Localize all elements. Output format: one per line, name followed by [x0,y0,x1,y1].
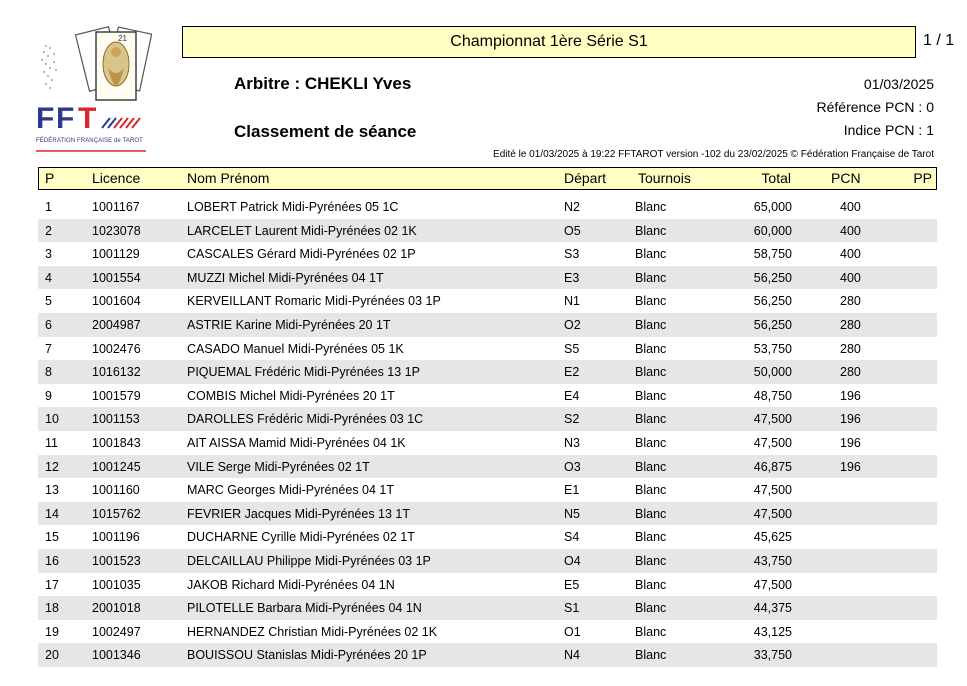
cell-depart: O4 [564,553,581,568]
cell-licence: 1001523 [92,553,141,568]
cell-licence: 2001018 [92,601,141,616]
cell-nom: LOBERT Patrick Midi-Pyrénées 05 1C [187,200,399,214]
col-header-licence: Licence [92,170,141,186]
page-title: Championnat 1ère Série S1 [182,26,916,58]
cell-licence: 1001579 [92,388,141,403]
cell-pcn: 400 [840,223,861,238]
cell-place: 13 [45,483,59,498]
cell-nom: AIT AISSA Mamid Midi-Pyrénées 04 1K [187,435,406,450]
cell-total: 43,125 [753,624,792,639]
cell-tournois: Blanc [635,388,667,403]
cell-tournois: Blanc [635,223,667,238]
cell-tournois: Blanc [635,601,667,616]
cell-depart: N5 [564,506,580,521]
cell-place: 1 [45,200,52,214]
cell-place: 4 [45,270,52,285]
cell-depart: E2 [564,365,580,380]
cell-total: 33,750 [753,648,792,663]
cell-tournois: Blanc [635,483,667,498]
cell-nom: DUCHARNE Cyrille Midi-Pyrénées 02 1T [187,530,415,545]
cell-nom: PIQUEMAL Frédéric Midi-Pyrénées 13 1P [187,365,420,380]
table-header [38,167,937,190]
svg-text:F: F [36,102,55,135]
logo-subtitle: FÉDÉRATION FRANÇAISE de TAROT [36,138,143,144]
cell-licence: 1001167 [92,200,140,214]
cell-place: 10 [45,412,59,427]
cell-pcn: 280 [840,365,861,380]
cell-place: 14 [45,506,59,521]
cell-tournois: Blanc [635,648,667,663]
cell-depart: S5 [564,341,580,356]
cell-licence: 1001035 [92,577,141,592]
cell-total: 65,000 [753,200,792,214]
cell-tournois: Blanc [635,317,667,332]
cell-total: 47,500 [753,483,792,498]
cell-nom: CASADO Manuel Midi-Pyrénées 05 1K [187,341,404,356]
cell-tournois: Blanc [635,624,667,639]
table-row [38,643,937,667]
cell-licence: 1001129 [92,247,140,262]
col-header-tournois: Tournois [638,170,691,186]
cell-depart: E3 [564,270,580,285]
table-row [38,549,937,573]
cell-depart: N4 [564,648,580,663]
cell-nom: VILE Serge Midi-Pyrénées 02 1T [187,459,370,474]
table-row [38,360,937,384]
cell-place: 3 [45,247,52,262]
cell-pcn: 196 [840,435,861,450]
col-header-depart: Départ [564,170,607,186]
cell-place: 7 [45,341,52,356]
cell-licence: 1002497 [92,624,141,639]
cell-total: 43,750 [753,553,792,568]
col-header-p: P [45,170,55,186]
cell-total: 48,750 [753,388,792,403]
table-row [38,573,937,597]
cell-total: 56,250 [753,270,792,285]
table-row [38,313,937,337]
cell-nom: ASTRIE Karine Midi-Pyrénées 20 1T [187,317,391,332]
cell-licence: 1016132 [92,365,141,380]
cell-tournois: Blanc [635,577,667,592]
cell-total: 45,625 [753,530,792,545]
table-row [38,525,937,549]
fft-logo [36,24,152,156]
reference-pcn: Référence PCN : 0 [816,99,934,115]
col-header-total: Total [761,170,791,186]
table-row [38,502,937,526]
cell-depart: E4 [564,388,580,403]
cell-place: 2 [45,223,52,238]
cell-tournois: Blanc [635,247,667,262]
cell-depart: O5 [564,223,581,238]
table-row [38,596,937,620]
cell-pcn: 280 [840,294,861,309]
cell-place: 8 [45,365,52,380]
cell-licence: 1001153 [92,412,140,427]
svg-text:T: T [78,102,97,135]
cell-total: 58,750 [753,247,792,262]
table-row [38,384,937,408]
cell-place: 19 [45,624,59,639]
cell-licence: 1001196 [92,530,140,545]
cell-tournois: Blanc [635,294,667,309]
cell-licence: 1001554 [92,270,141,285]
cell-tournois: Blanc [635,200,667,214]
cell-licence: 1001843 [92,435,141,450]
cell-licence: 1015762 [92,506,141,521]
svg-text:21: 21 [118,34,127,43]
cell-depart: S1 [564,601,580,616]
cell-place: 15 [45,530,59,545]
cell-depart: O2 [564,317,581,332]
cell-tournois: Blanc [635,270,667,285]
cell-total: 46,875 [753,459,792,474]
arbitre-label: Arbitre : CHEKLI Yves [234,74,412,93]
cell-nom: COMBIS Michel Midi-Pyrénées 20 1T [187,388,395,403]
cell-total: 60,000 [753,223,792,238]
table-row [38,407,937,431]
cell-pcn: 196 [840,388,861,403]
cell-licence: 1001245 [92,459,141,474]
cell-pcn: 400 [840,247,861,262]
cell-total: 47,500 [753,435,792,450]
cell-tournois: Blanc [635,365,667,380]
cell-total: 53,750 [753,341,792,356]
tarot-cards-icon [36,24,152,156]
cell-nom: DELCAILLAU Philippe Midi-Pyrénées 03 1P [187,553,431,568]
cell-place: 6 [45,317,52,332]
table-row [38,478,937,502]
cell-total: 56,250 [753,317,792,332]
cell-total: 50,000 [753,365,792,380]
edition-note: Edité le 01/03/2025 à 19:22 FFTAROT version -102 du 23/02/2025 © Fédération Française de Tarot [493,149,934,160]
cell-place: 12 [45,459,59,474]
table-row [38,219,937,243]
cell-place: 16 [45,553,59,568]
table-row [38,431,937,455]
cell-licence: 1001160 [92,483,140,498]
cell-total: 44,375 [753,601,792,616]
cell-nom: BOUISSOU Stanislas Midi-Pyrénées 20 1P [187,648,427,663]
cell-tournois: Blanc [635,341,667,356]
cell-place: 20 [45,648,59,663]
col-header-nom: Nom Prénom [187,170,270,186]
cell-total: 56,250 [753,294,792,309]
cell-licence: 1001604 [92,294,141,309]
cell-place: 9 [45,388,52,403]
col-header-pcn: PCN [831,170,861,186]
cell-nom: KERVEILLANT Romaric Midi-Pyrénées 03 1P [187,294,441,309]
table-row [38,455,937,479]
cell-total: 47,500 [753,506,792,521]
cell-pcn: 280 [840,317,861,332]
cell-tournois: Blanc [635,459,667,474]
cell-licence: 1002476 [92,341,141,356]
cell-nom: MUZZI Michel Midi-Pyrénées 04 1T [187,270,384,285]
cell-tournois: Blanc [635,506,667,521]
cell-depart: O3 [564,459,581,474]
cell-pcn: 400 [840,200,861,214]
cell-licence: 2004987 [92,317,141,332]
cell-nom: DAROLLES Frédéric Midi-Pyrénées 03 1C [187,412,424,427]
cell-nom: JAKOB Richard Midi-Pyrénées 04 1N [187,577,395,592]
session-date: 01/03/2025 [863,76,934,92]
cell-tournois: Blanc [635,553,667,568]
cell-depart: E5 [564,577,580,592]
col-header-pp: PP [913,170,932,186]
table-row [38,242,937,266]
cell-nom: HERNANDEZ Christian Midi-Pyrénées 02 1K [187,624,438,639]
cell-pcn: 196 [840,412,861,427]
cell-depart: O1 [564,624,581,639]
table-row [38,620,937,644]
cell-nom: MARC Georges Midi-Pyrénées 04 1T [187,483,395,498]
cell-total: 47,500 [753,577,792,592]
cell-tournois: Blanc [635,530,667,545]
cell-nom: FEVRIER Jacques Midi-Pyrénées 13 1T [187,506,411,521]
results-table [38,195,937,667]
cell-place: 5 [45,294,52,309]
cell-depart: N2 [564,200,580,214]
table-row [38,337,937,361]
table-row [38,195,937,219]
table-row [38,266,937,290]
cell-place: 17 [45,577,59,592]
cell-depart: E1 [564,483,580,498]
cell-nom: CASCALES Gérard Midi-Pyrénées 02 1P [187,247,416,262]
cell-total: 47,500 [753,412,792,427]
cell-pcn: 400 [840,270,861,285]
cell-pcn: 196 [840,459,861,474]
cell-tournois: Blanc [635,412,667,427]
cell-depart: S4 [564,530,580,545]
cell-nom: LARCELET Laurent Midi-Pyrénées 02 1K [187,223,417,238]
cell-pcn: 280 [840,341,861,356]
indice-pcn: Indice PCN : 1 [843,122,934,138]
cell-depart: S2 [564,412,580,427]
cell-place: 11 [45,435,58,450]
cell-depart: N1 [564,294,580,309]
cell-licence: 1001346 [92,648,141,663]
page-number: 1 / 1 [923,32,955,49]
classement-heading: Classement de séance [234,122,417,141]
cell-nom: PILOTELLE Barbara Midi-Pyrénées 04 1N [187,601,422,616]
svg-text:F: F [56,102,75,135]
cell-licence: 1023078 [92,223,141,238]
cell-depart: N3 [564,435,580,450]
cell-tournois: Blanc [635,435,667,450]
table-row [38,289,937,313]
cell-depart: S3 [564,247,580,262]
cell-place: 18 [45,601,59,616]
